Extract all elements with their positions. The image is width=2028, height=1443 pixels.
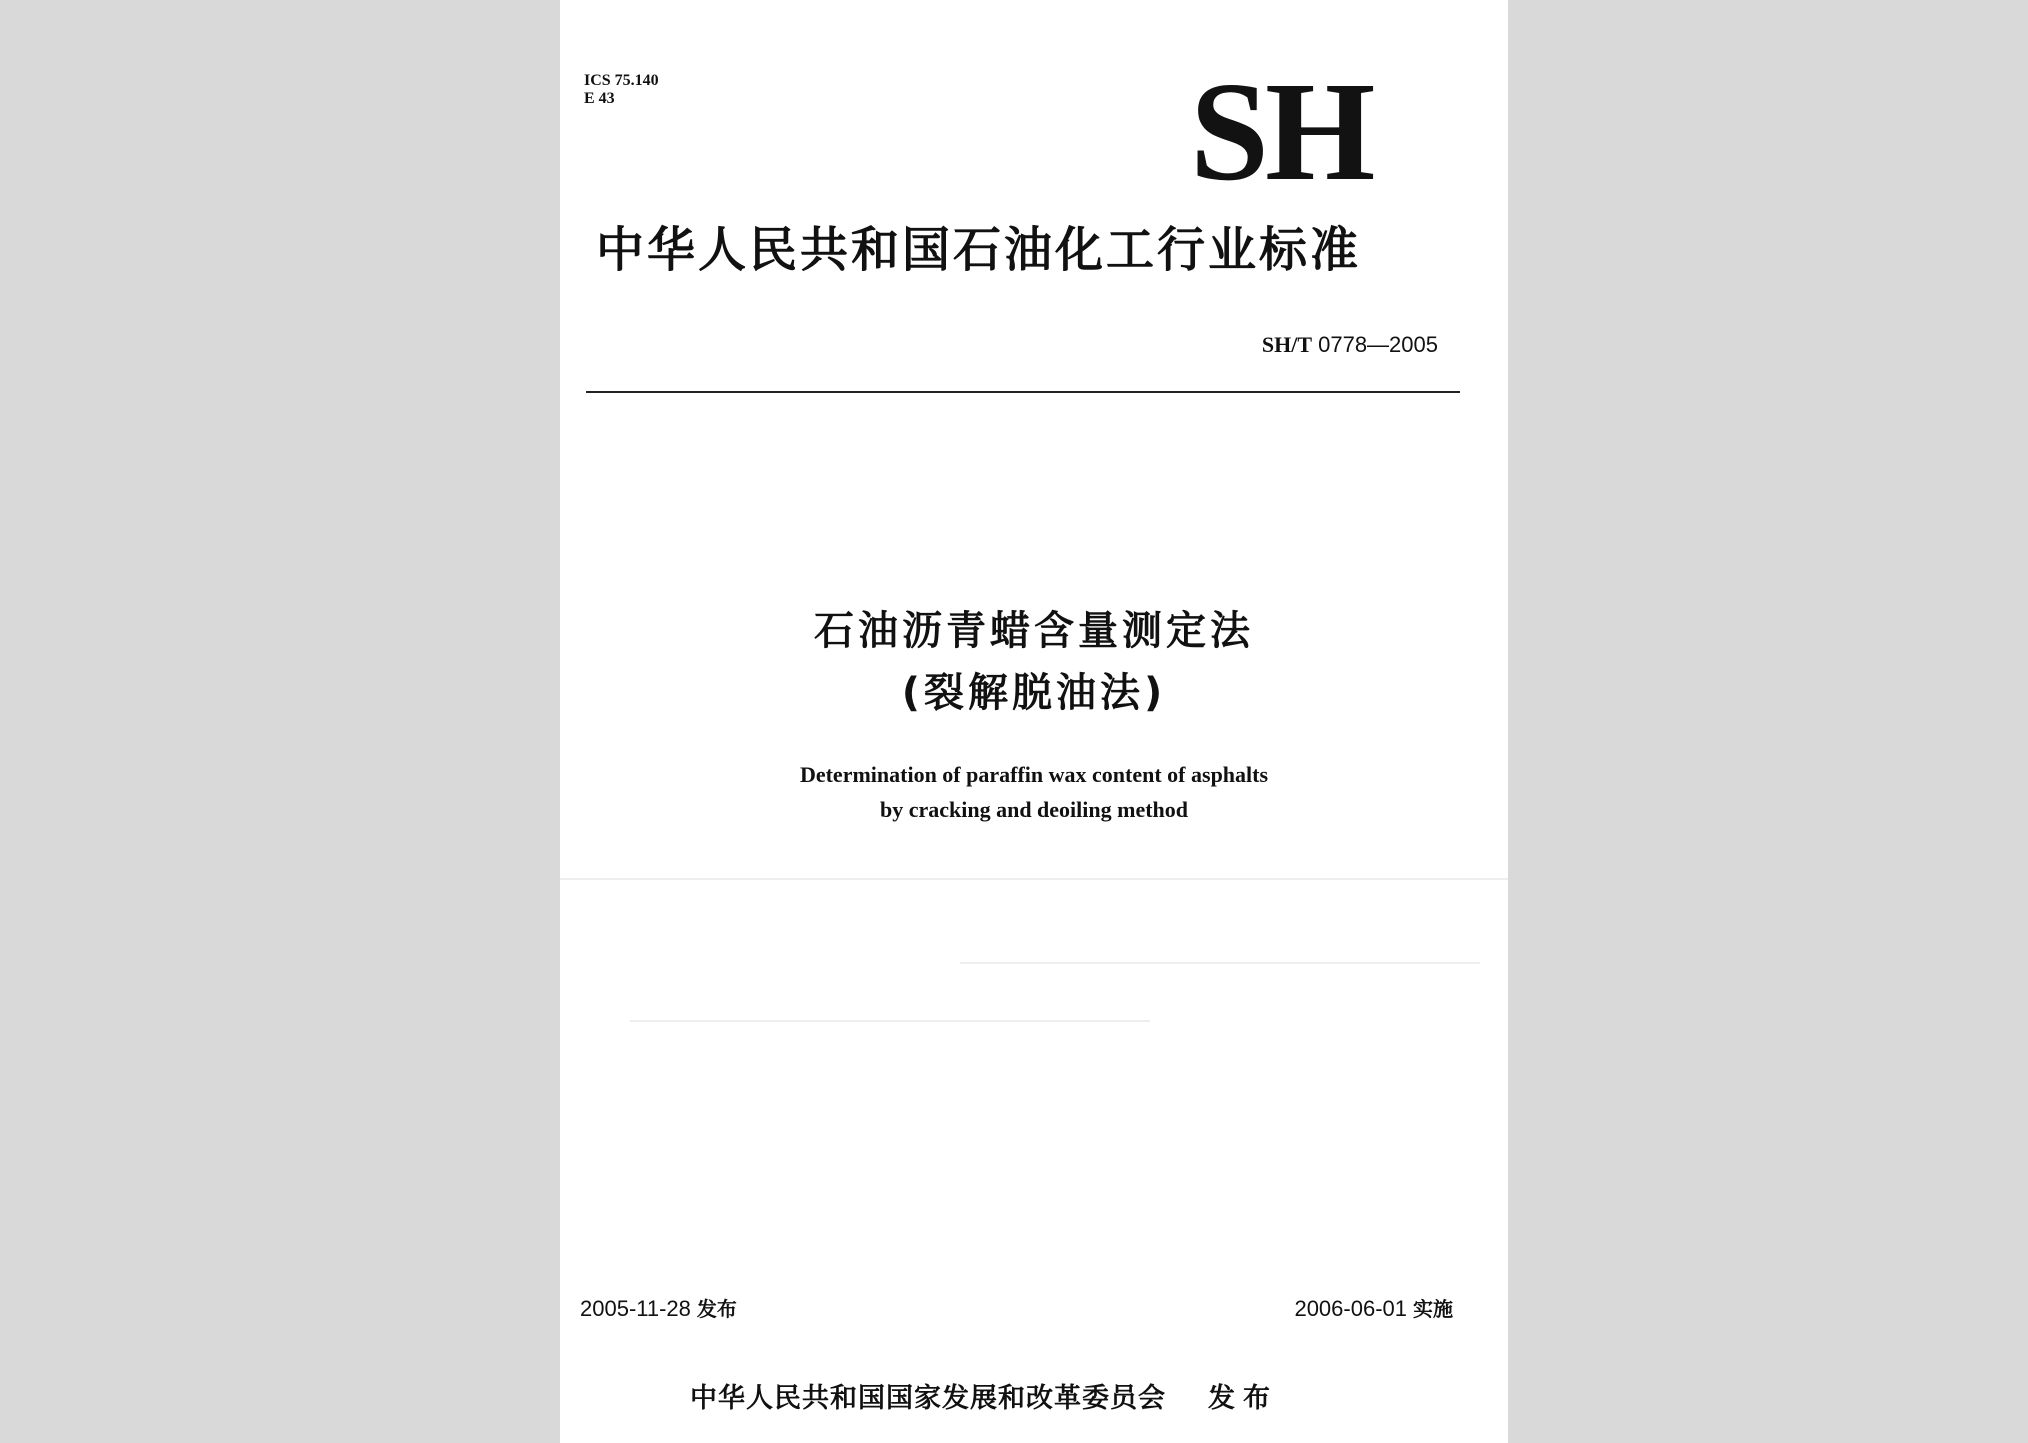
- classification-codes: [584, 72, 659, 108]
- standard-number-prefix: SH/T: [1261, 332, 1312, 357]
- issue-date-value: 2005-11-28: [580, 1296, 691, 1321]
- sh-logo: SH: [1190, 52, 1372, 210]
- header-divider: [586, 391, 1460, 393]
- publish-label: 发布: [1208, 1383, 1278, 1414]
- english-title-line-1: Determination of paraffin wax content of asphalts: [799, 762, 1269, 787]
- issue-date: [580, 1296, 737, 1322]
- scan-artifact-line: [630, 1020, 1150, 1022]
- scan-artifact-line: [560, 878, 1508, 880]
- standard-title: 中华人民共和国石油化工行业标准: [596, 222, 1362, 278]
- standard-number: [1262, 332, 1438, 359]
- ics-code: ICS 75.140: [584, 72, 659, 89]
- issue-date-label: 发布: [696, 1297, 737, 1321]
- issuing-authority: [690, 1382, 1278, 1416]
- english-title-line-2: by cracking and deoiling method: [879, 797, 1189, 822]
- chinese-title-line-1: 石油沥青蜡含量测定法: [814, 608, 1254, 654]
- implementation-date-label: 实施: [1413, 1297, 1453, 1321]
- chinese-title-line-2: (裂解脱油法): [901, 670, 1167, 716]
- standard-number-code: 0778—2005: [1312, 332, 1438, 357]
- implementation-date: [1294, 1296, 1453, 1322]
- scan-artifact-line: [960, 962, 1480, 964]
- implementation-date-value: 2006-06-01: [1294, 1296, 1407, 1321]
- ccs-code: E 43: [584, 90, 615, 107]
- document-page: [560, 0, 1508, 1443]
- issuer-name: 中华人民共和国国家发展和改革委员会: [690, 1383, 1166, 1414]
